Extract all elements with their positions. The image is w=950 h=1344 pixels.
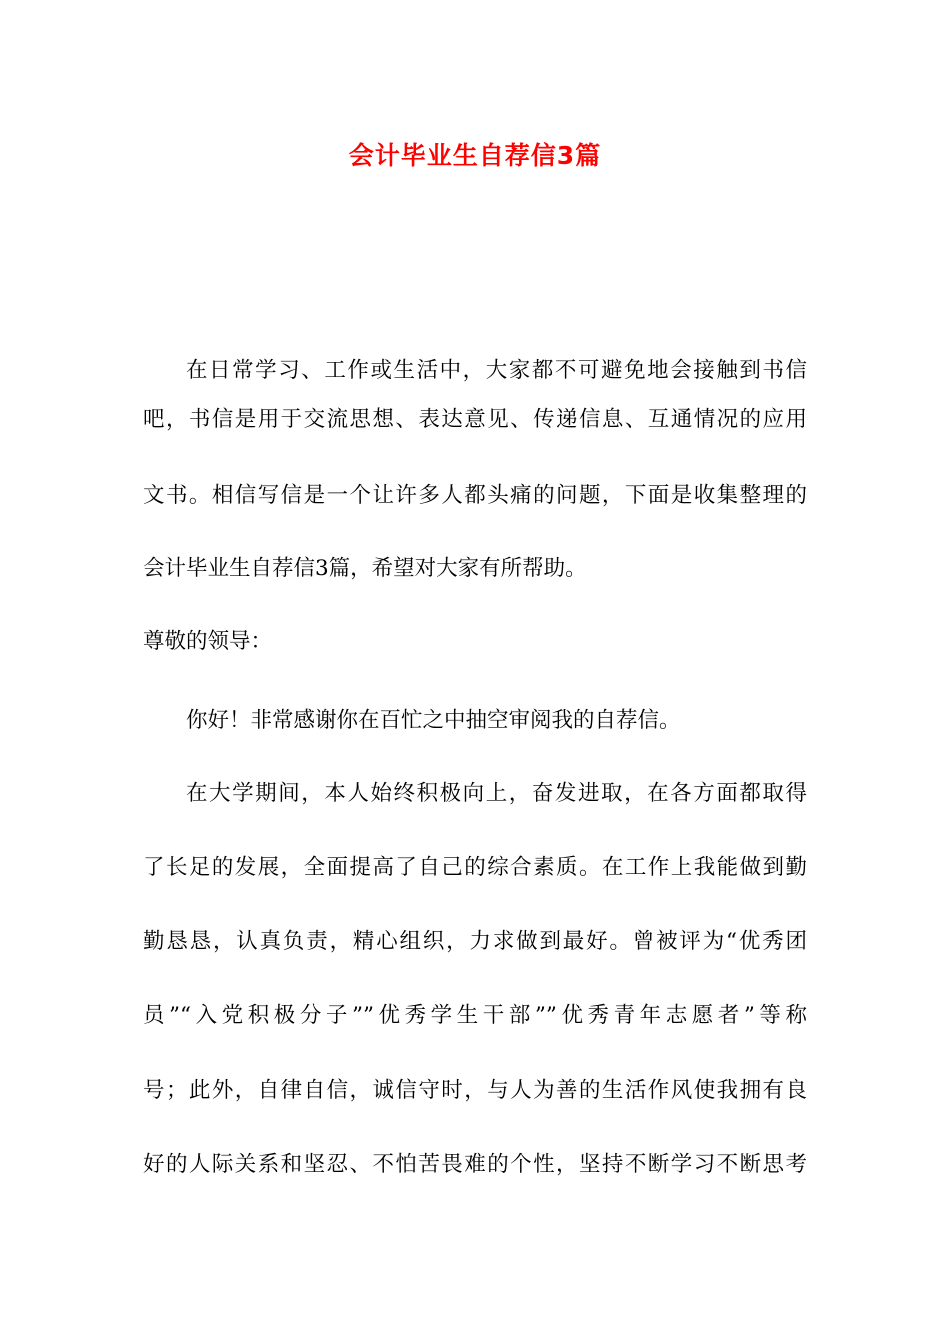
body-line-3: 勤恳恳，认真负责，精心组织，力求做到最好。曾被评为“优秀团 [143, 929, 807, 954]
intro-line-4: 会计毕业生自荐信3篇，希望对大家有所帮助。 [143, 556, 587, 581]
intro-line-3: 文书。相信写信是一个让许多人都头痛的问题，下面是收集整理的 [143, 483, 807, 508]
body-line-6: 好的人际关系和坚忍、不怕苦畏难的个性，坚持不断学习不断思考 [143, 1152, 807, 1177]
body-line-5: 号；此外，自律自信，诚信守时，与人为善的生活作风使我拥有良 [143, 1078, 807, 1103]
intro-line-2: 吧，书信是用于交流思想、表达意见、传递信息、互通情况的应用 [143, 407, 807, 432]
body-line-1: 在大学期间，本人始终积极向上，奋发进取，在各方面都取得 [186, 781, 807, 806]
greeting: 你好！非常感谢你在百忙之中抽空审阅我的自荐信。 [186, 708, 681, 733]
body-line-2: 了长足的发展，全面提高了自己的综合素质。在工作上我能做到勤 [143, 855, 807, 880]
document-title: 会计毕业生自荐信3篇 [348, 141, 602, 170]
body-line-4: 员”“入党积极分子””优秀学生干部””优秀青年志愿者”等称 [143, 1003, 807, 1028]
intro-line-1: 在日常学习、工作或生活中，大家都不可避免地会接触到书信 [186, 358, 807, 383]
salutation: 尊敬的领导： [143, 629, 273, 654]
